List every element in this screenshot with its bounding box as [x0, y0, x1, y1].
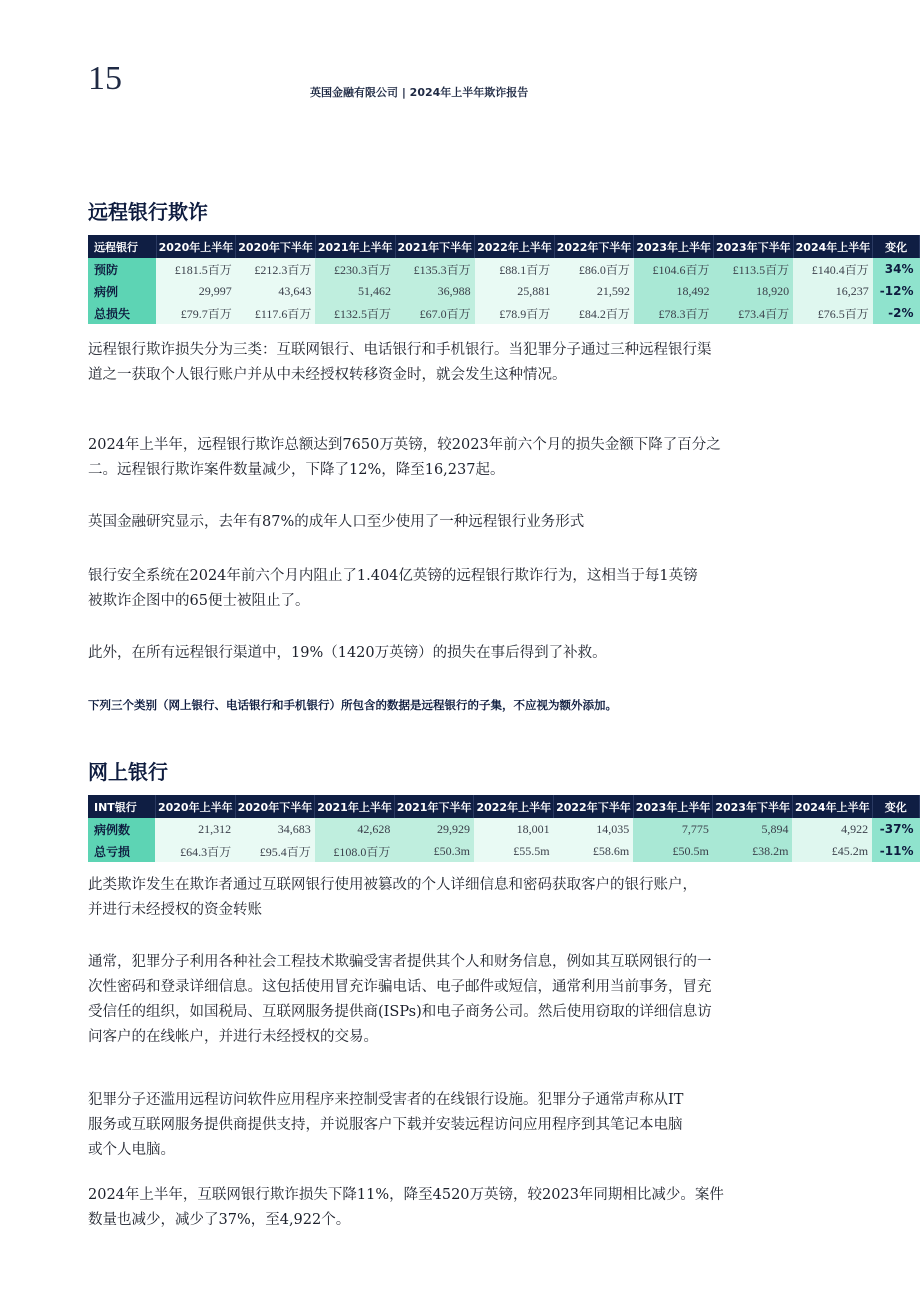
table-cell: £38.2m — [713, 840, 793, 862]
column-header: 2020年下半年 — [235, 795, 315, 818]
column-header: INT银行 — [88, 795, 155, 818]
table-cell: £55.5m — [474, 840, 554, 862]
table-cell: 7,775 — [633, 818, 713, 840]
table-cell: £117.6百万 — [236, 302, 316, 324]
column-header: 2023年上半年 — [633, 795, 713, 818]
column-header: 远程银行 — [88, 235, 156, 258]
table-header-row — [88, 235, 920, 258]
table-row — [88, 818, 920, 840]
row-label: 预防 — [88, 258, 156, 280]
paragraph: 犯罪分子还滥用远程访问软件应用程序来控制受害者的在线银行设施。犯罪分子通常声称从IT 服务或互联网服务提供商提供支持，并说服客户下载并安装远程访问应用程序到其笔记本电脑 或个人电脑。 — [88, 1092, 684, 1158]
table-cell: 21,592 — [554, 280, 634, 302]
online-banking-table — [88, 795, 920, 862]
table-cell: £50.5m — [633, 840, 713, 862]
paragraph: 此外，在所有远程银行渠道中，19%（1420万英镑）的损失在事后得到了补救。 — [88, 645, 607, 661]
table-cell: 18,920 — [714, 280, 794, 302]
column-header: 2024年上半年 — [792, 795, 872, 818]
column-header: 变化 — [872, 795, 919, 818]
section-title-online-banking: 网上银行 — [88, 760, 168, 784]
change-cell: -2% — [873, 302, 920, 324]
table-cell: £67.0百万 — [395, 302, 475, 324]
table-cell: 29,997 — [156, 280, 236, 302]
change-cell: -11% — [872, 840, 919, 862]
table-cell: £78.9百万 — [475, 302, 555, 324]
change-cell: -37% — [872, 818, 919, 840]
column-header: 2021年下半年 — [395, 235, 475, 258]
table-cell: £212.3百万 — [236, 258, 316, 280]
table-row — [88, 280, 920, 302]
paragraph: 2024年上半年，互联网银行欺诈损失下降11%，降至4520万英镑，较2023年同期相比减少。案件 数量也减少，减少了37%，至4,922个。 — [88, 1187, 724, 1228]
paragraph: 英国金融研究显示，去年有87%的成年人口至少使用了一种远程银行业务形式 — [88, 514, 585, 530]
table-cell: 51,462 — [315, 280, 395, 302]
table-cell: £140.4百万 — [793, 258, 873, 280]
table-cell: 18,001 — [474, 818, 554, 840]
column-header: 2020年下半年 — [236, 235, 316, 258]
table-cell: £230.3百万 — [315, 258, 395, 280]
table-cell: £76.5百万 — [793, 302, 873, 324]
change-cell: -12% — [873, 280, 920, 302]
row-label: 病例 — [88, 280, 156, 302]
table-cell: £88.1百万 — [475, 258, 555, 280]
column-header: 2021年上半年 — [315, 795, 395, 818]
column-header: 2022年下半年 — [554, 795, 634, 818]
row-label: 病例数 — [88, 818, 155, 840]
table-cell: £45.2m — [792, 840, 872, 862]
column-header: 2023年下半年 — [714, 235, 794, 258]
remote-banking-table — [88, 235, 920, 324]
section-title-remote-banking: 远程银行欺诈 — [88, 200, 208, 224]
table-cell: £108.0百万 — [315, 840, 395, 862]
table-cell: £86.0百万 — [554, 258, 634, 280]
table-cell: £64.3百万 — [155, 840, 235, 862]
table-cell: 36,988 — [395, 280, 475, 302]
table-cell: £73.4百万 — [714, 302, 794, 324]
change-cell: 34% — [873, 258, 920, 280]
table-cell: 34,683 — [235, 818, 315, 840]
table-cell: £84.2百万 — [554, 302, 634, 324]
table-cell: 4,922 — [792, 818, 872, 840]
table-cell: 29,929 — [394, 818, 474, 840]
table-header-row — [88, 795, 920, 818]
table-cell: 14,035 — [554, 818, 634, 840]
table-cell: 5,894 — [713, 818, 793, 840]
running-header: 英国金融有限公司 | 2024年上半年欺诈报告 — [310, 86, 529, 99]
column-header: 变化 — [873, 235, 920, 258]
table-row — [88, 302, 920, 324]
table-cell: £104.6百万 — [634, 258, 714, 280]
paragraph: 银行安全系统在2024年前六个月内阻止了1.404亿英镑的远程银行欺诈行为，这相当于每1英镑 被欺诈企图中的65便士被阻止了。 — [88, 568, 698, 609]
table-cell: 18,492 — [634, 280, 714, 302]
table-row — [88, 840, 920, 862]
table-cell: 21,312 — [155, 818, 235, 840]
paragraph: 此类欺诈发生在欺诈者通过互联网银行使用被篡改的个人详细信息和密码获取客户的银行账户， 并进行未经授权的资金转账 — [88, 877, 697, 918]
table-cell: £78.3百万 — [634, 302, 714, 324]
subset-note: 下列三个类别（网上银行、电话银行和手机银行）所包含的数据是远程银行的子集，不应视为额外添加。 — [88, 698, 617, 712]
column-header: 2023年上半年 — [634, 235, 714, 258]
column-header: 2022年下半年 — [554, 235, 634, 258]
column-header: 2022年上半年 — [475, 235, 555, 258]
table-cell: £50.3m — [394, 840, 474, 862]
table-cell: £113.5百万 — [714, 258, 794, 280]
table-cell: £79.7百万 — [156, 302, 236, 324]
paragraph: 通常，犯罪分子利用各种社会工程技术欺骗受害者提供其个人和财务信息，例如其互联网银行的一 次性密码和登录详细信息。这包括使用冒充诈骗电话、电子邮件或短信，通常利用当前事务，冒充 受信任的组织，如国税局、互联网服务提供商(ISPs)和电子商务公司。然后使用窃取的详细信息访 问客户的在线帐户，并进行未经授权的交易。 — [88, 954, 712, 1045]
row-label: 总亏损 — [88, 840, 155, 862]
column-header: 2022年上半年 — [474, 795, 554, 818]
table-row — [88, 258, 920, 280]
page-number: 15 — [88, 60, 122, 97]
table-cell: £132.5百万 — [315, 302, 395, 324]
table-cell: £58.6m — [554, 840, 634, 862]
table-cell: 25,881 — [475, 280, 555, 302]
column-header: 2021年下半年 — [394, 795, 474, 818]
column-header: 2023年下半年 — [713, 795, 793, 818]
row-label: 总损失 — [88, 302, 156, 324]
column-header: 2024年上半年 — [793, 235, 873, 258]
table-cell: 42,628 — [315, 818, 395, 840]
column-header: 2021年上半年 — [315, 235, 395, 258]
column-header: 2020年上半年 — [156, 235, 236, 258]
paragraph: 2024年上半年，远程银行欺诈总额达到7650万英镑，较2023年前六个月的损失金额下降了百分之 二。远程银行欺诈案件数量减少，下降了12%，降至16,237起。 — [88, 437, 721, 478]
column-header: 2020年上半年 — [155, 795, 235, 818]
table-cell: 43,643 — [236, 280, 316, 302]
table-cell: £135.3百万 — [395, 258, 475, 280]
table-cell: £95.4百万 — [235, 840, 315, 862]
table-cell: £181.5百万 — [156, 258, 236, 280]
table-cell: 16,237 — [793, 280, 873, 302]
paragraph: 远程银行欺诈损失分为三类：互联网银行、电话银行和手机银行。当犯罪分子通过三种远程银行渠 道之一获取个人银行账户并从中未经授权转移资金时，就会发生这种情况。 — [88, 342, 712, 383]
